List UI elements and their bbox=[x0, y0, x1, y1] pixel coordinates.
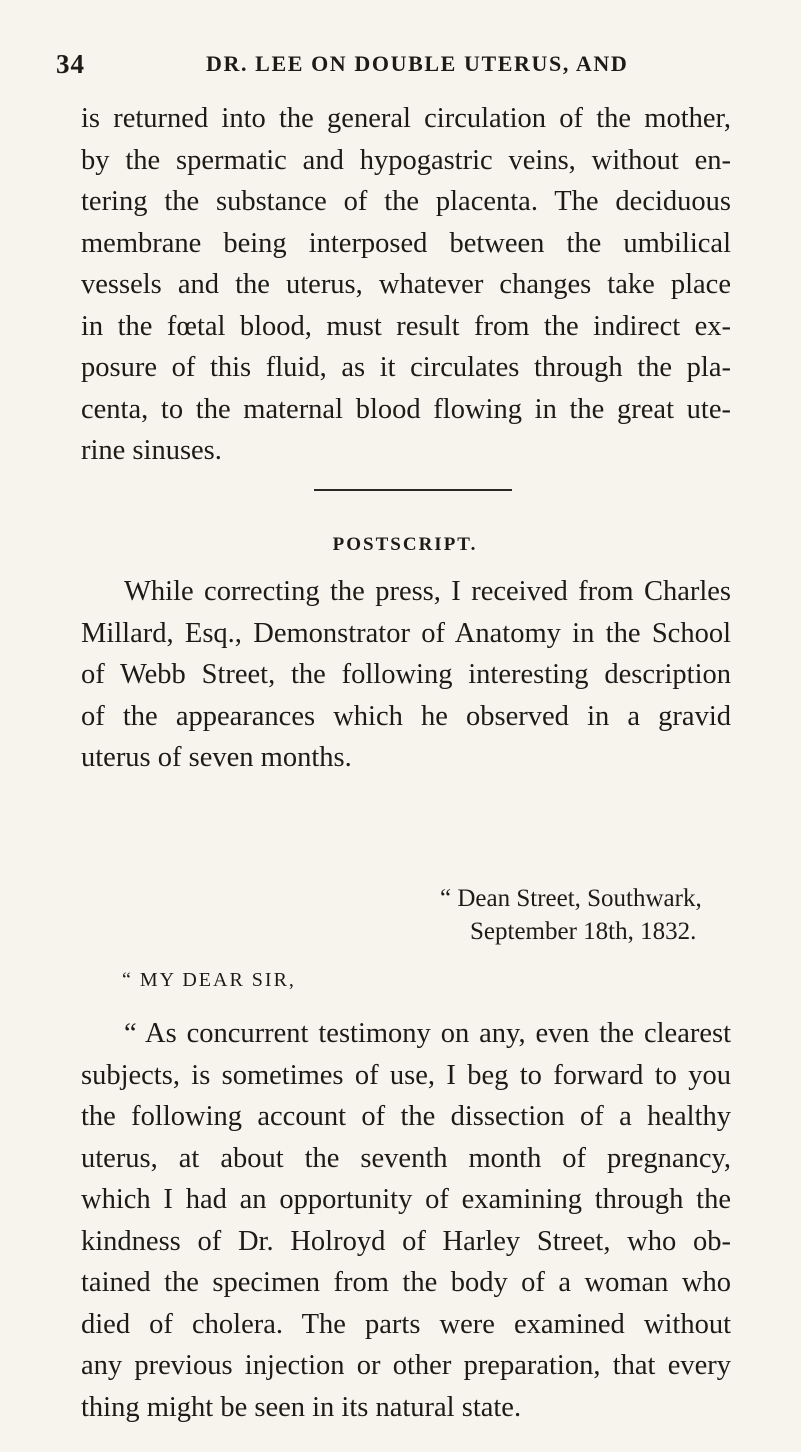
text-line: vessels and the uterus, whatever changes take place bbox=[81, 269, 731, 300]
address-line-date: September 18th, 1832. bbox=[470, 918, 697, 945]
text-line: of the appearances which he observed in a gravid bbox=[81, 700, 731, 732]
text-line: uterus, at about the seventh month of pregnancy, bbox=[81, 1142, 731, 1174]
running-head bbox=[56, 46, 756, 82]
paragraph-postscript-intro bbox=[81, 571, 731, 779]
text-line: centa, to the maternal blood flowing in the great ute- bbox=[81, 393, 731, 425]
running-title: DR. LEE ON DOUBLE UTERUS, AND bbox=[206, 51, 629, 76]
text-line: by the spermatic and hypogastric veins, without en- bbox=[81, 144, 731, 176]
text-line: is returned into the general circulation of the mother, bbox=[81, 103, 731, 134]
text-line: tained the specimen from the body of a woman who bbox=[81, 1267, 731, 1298]
letter-salutation: “ MY DEAR SIR, bbox=[122, 969, 296, 991]
text-line: posure of this fluid, as it circulates through the pla- bbox=[81, 352, 731, 383]
letter-address bbox=[440, 882, 702, 948]
page-number: 34 bbox=[56, 49, 85, 79]
text-line: tering the substance of the placenta. The deciduous bbox=[81, 186, 731, 217]
text-line: rine sinuses. bbox=[81, 435, 222, 466]
section-divider bbox=[314, 489, 512, 491]
text-line: While correcting the press, I received from Charles bbox=[124, 576, 731, 607]
text-line: uterus of seven months. bbox=[81, 742, 352, 773]
text-line: died of cholera. The parts were examined without bbox=[81, 1308, 731, 1340]
text-line: in the fœtal blood, must result from the indirect ex- bbox=[81, 310, 731, 342]
text-line: subjects, is sometimes of use, I beg to forward to you bbox=[81, 1059, 731, 1091]
text-line: Millard, Esq., Demonstrator of Anatomy in the School bbox=[81, 617, 731, 649]
text-line: thing might be seen in its natural state. bbox=[81, 1391, 522, 1423]
text-line: any previous injection or other preparation, that every bbox=[81, 1350, 731, 1381]
text-line: of Webb Street, the following interesting description bbox=[81, 659, 731, 690]
text-line: kindness of Dr. Holroyd of Harley Street, who ob- bbox=[81, 1225, 731, 1257]
paragraph-circulation bbox=[81, 98, 731, 472]
paragraph-letter-body bbox=[81, 1013, 731, 1428]
address-line-place: “ Dean Street, Southwark, bbox=[440, 885, 702, 912]
text-line: the following account of the dissection of a healthy bbox=[81, 1101, 731, 1132]
postscript-heading: POSTSCRIPT. bbox=[332, 534, 478, 555]
text-line: “ As concurrent testimony on any, even the clearest bbox=[124, 1018, 731, 1049]
text-line: membrane being interposed between the umbilical bbox=[81, 227, 731, 259]
text-line: which I had an opportunity of examining through the bbox=[81, 1184, 731, 1215]
